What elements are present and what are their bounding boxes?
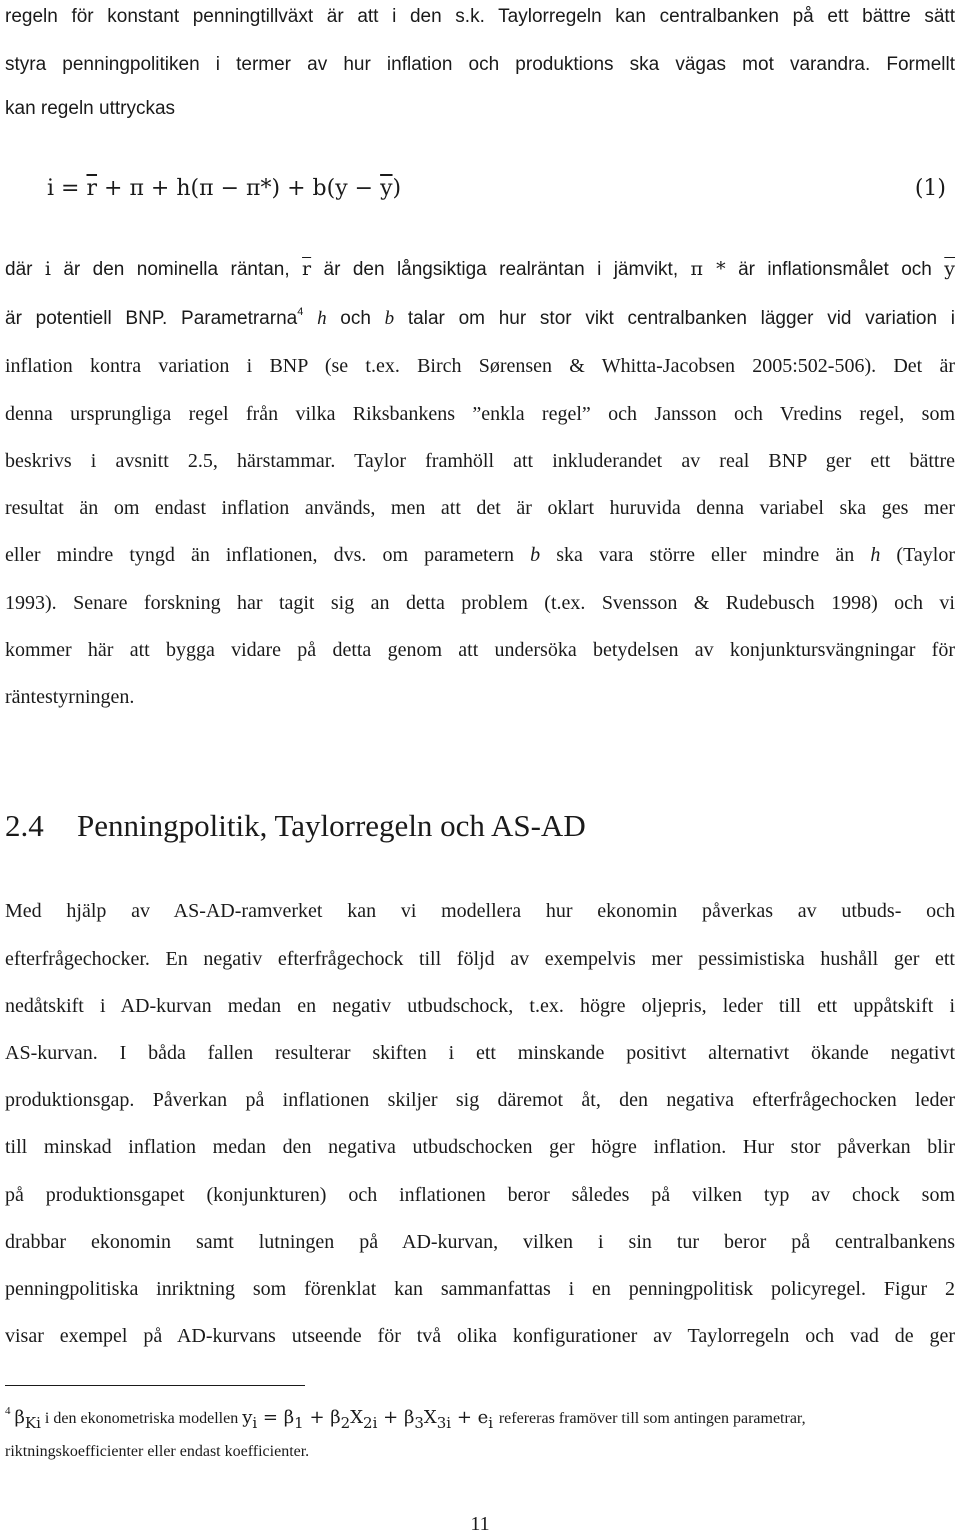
footnote-line: $^4$ $\beta_{Ki}$ i den ekonometriska modellen $y_i = \beta_1 + \beta_2X_{2i} + \beta_3X_{3i} + e_i$ refereras framöver till som antingen parametrar, [5, 1405, 806, 1432]
body-text-line: kommer här att bygga vidare på detta genom att undersöka betydelsen av konjunktursvängningar för [5, 639, 955, 661]
body-text-line: Med hjälp av AS-AD-ramverket kan vi modellera hur ekonomin påverkas av utbuds- och [5, 900, 955, 922]
body-text-line: resultat än om endast inflation används, men att det är oklart huruvida denna variabel ska ges mer [5, 497, 955, 519]
body-text-line: drabbar ekonomin samt lutningen på AD-kurvan, vilken i sin tur beror på centralbankens [5, 1231, 955, 1253]
body-text-line: visar exempel på AD-kurvans utseende för två olika konfigurationer av Taylorregeln och vad de ger [5, 1325, 955, 1347]
definitions-line: där i är den nominella räntan, $\overline{r}$ är den långsiktiga realräntan i jämvikt, π * är inflationsmålet och $\overline{y}$ [5, 258, 956, 280]
footnote-line: riktningskoefficienter eller endast koefficienter. [5, 1443, 310, 1460]
body-text-line: på produktionsgapet (konjunkturen) och inflationen beror således på vilken typ av chock som [5, 1184, 955, 1206]
body-text-line: inflation kontra variation i BNP (se t.ex. Birch Sørensen & Whitta-Jacobsen 2005:502-506). Det är [5, 355, 955, 377]
definitions-line: är potentiell BNP. Parametrarna$^4$ h och b talar om hur stor vikt centralbanken lägger vid variation i [5, 306, 955, 329]
body-text-line: produktionsgap. Påverkan på inflationen skiljer sig däremot åt, den negativa efterfrågechocken leder [5, 1089, 955, 1111]
body-text-line: eller mindre tyngd än inflationen, dvs. om parametern b ska vara större eller mindre än h (Taylor [5, 544, 955, 566]
footnote-model-equation: $y_i = \beta_1 + \beta_2X_{2i} + \beta_3X_{3i} + e_i$ [242, 1407, 494, 1432]
body-text-line: räntestyrningen. [5, 686, 135, 708]
footnote-reference[interactable]: 4 [297, 306, 304, 318]
body-text-line: till minskad inflation medan den negativa utbudschocken ger högre inflation. Hur stor påverkan blir [5, 1136, 955, 1158]
body-text-line: nedåtskift i AD-kurvan medan en negativ utbudschock, t.ex. högre oljepris, leder till ett uppåtskift i [5, 995, 955, 1017]
footnote-divider [5, 1385, 305, 1386]
body-text-line: regeln för konstant penningtillväxt är att i den s.k. Taylorregeln kan centralbanken på ett bättre sätt [5, 6, 955, 27]
body-text-line: efterfrågechocker. En negativ efterfrågechock till följd av exempelvis mer pessimistiska hushåll ger ett [5, 948, 955, 970]
body-text-line: AS-kurvan. I båda fallen resulterar skiften i ett minskande positivt alternativt ökande negativt [5, 1042, 955, 1064]
body-text-line: penningpolitiska inriktning som förenklat kan sammanfattas i en penningpolitisk policyregel. Figur 2 [5, 1278, 955, 1300]
body-text-line: styra penningpolitiken i termer av hur inflation och produktions ska vägas mot varandra. Formellt [5, 54, 955, 75]
section-title: Penningpolitik, Taylorregeln och AS-AD [77, 808, 586, 843]
section-number: 2.4 [5, 808, 44, 843]
body-text-line: denna ursprungliga regel från vilka Riksbankens ”enkla regel” och Jansson och Vredins regel, som [5, 403, 955, 425]
footnote-mark: 4 [5, 1405, 11, 1417]
section-heading [5, 808, 586, 844]
taylor-rule-equation: $i = \overline{r} + \pi + h(\pi - \pi*) + b(y - \overline{y})$ [47, 176, 402, 201]
equation-number: (1) [914, 176, 946, 201]
page-number: 11 [470, 1513, 490, 1535]
body-text-line: 1993). Senare forskning har tagit sig an detta problem (t.ex. Svensson & Rudebusch 1998) och vi [5, 592, 955, 614]
body-text-line: kan regeln uttryckas [5, 98, 176, 119]
body-text-line: beskrivs i avsnitt 2.5, härstammar. Taylor framhöll att inkluderandet av real BNP ger ett bättre [5, 450, 955, 472]
